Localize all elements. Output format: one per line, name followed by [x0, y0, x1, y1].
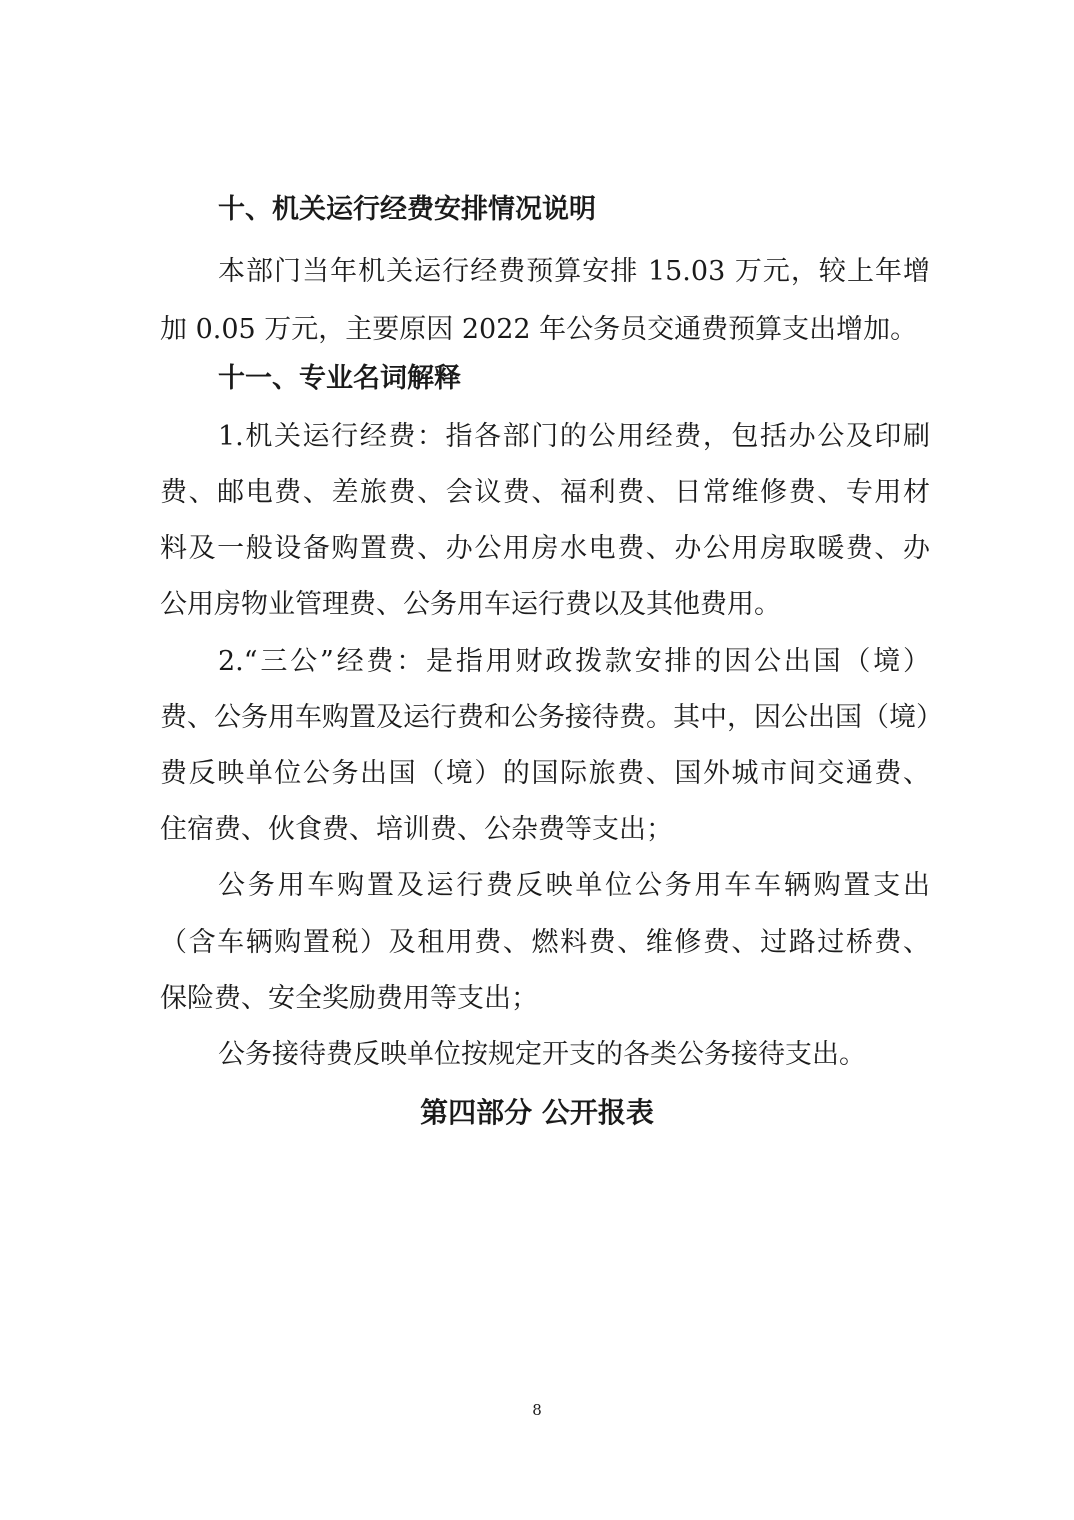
item-1-line-4: 公用房物业管理费、公务用车运行费以及其他费用。: [160, 589, 781, 620]
item-1-line-2: 费、邮电费、差旅费、会议费、福利费、日常维修费、专用材: [160, 477, 930, 508]
section-11-heading: 十一、专业名词解释: [218, 363, 461, 394]
item-2-line-4: 住宿费、伙食费、培训费、公杂费等支出；: [160, 814, 673, 845]
item-2-line-2: 费、公务用车购置及运行费和公务接待费。其中，因公出国（境）: [160, 702, 943, 733]
section-10-line-2: 加 0.05 万元，主要原因 2022 年公务员交通费预算支出增加。: [160, 314, 918, 345]
section-10-line-1: 本部门当年机关运行经费预算安排 15.03 万元，较上年增: [218, 256, 930, 287]
page-number: 8: [532, 1401, 542, 1419]
item-2-line-1: 2.“三公”经费：是指用财政拨款安排的因公出国（境）: [218, 646, 930, 677]
reception-line-1: 公务接待费反映单位按规定开支的各类公务接待支出。: [218, 1039, 866, 1070]
section-10-heading: 十、机关运行经费安排情况说明: [218, 194, 596, 225]
item-1-line-3: 料及一般设备购置费、办公用房水电费、办公用房取暖费、办: [160, 533, 930, 564]
item-2-line-3: 费反映单位公务出国（境）的国际旅费、国外城市间交通费、: [160, 758, 930, 789]
item-1-line-1: 1.机关运行经费：指各部门的公用经费，包括办公及印刷: [218, 421, 930, 452]
vehicle-line-1: 公务用车购置及运行费反映单位公务用车车辆购置支出: [218, 870, 930, 901]
part-4-title: 第四部分 公开报表: [420, 1096, 654, 1129]
vehicle-line-2: （含车辆购置税）及租用费、燃料费、维修费、过路过桥费、: [160, 927, 930, 958]
vehicle-line-3: 保险费、安全奖励费用等支出；: [160, 983, 538, 1014]
